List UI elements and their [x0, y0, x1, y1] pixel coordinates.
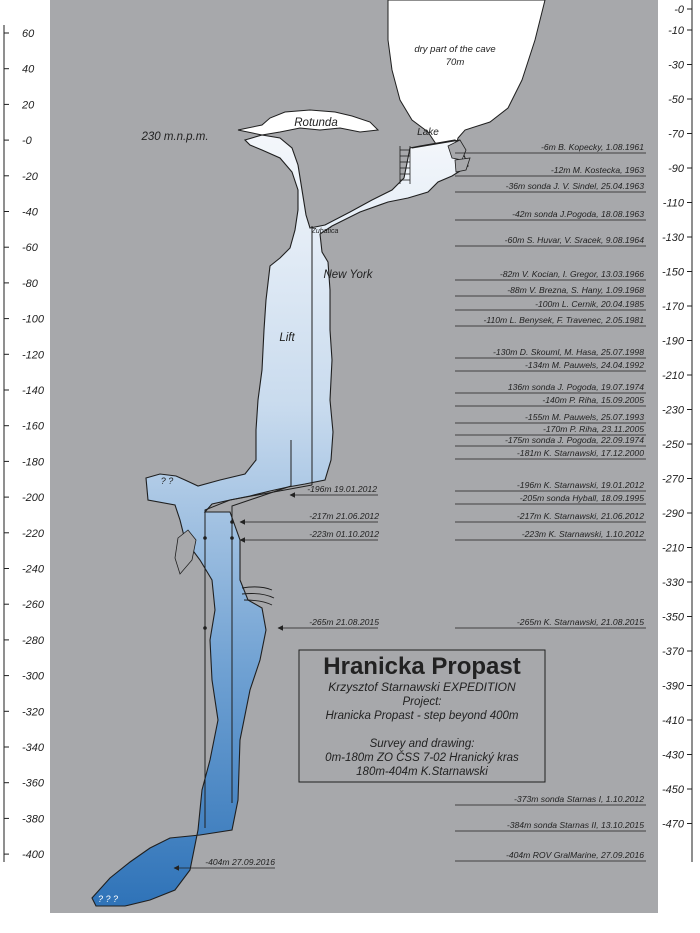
depth-record: -217m K. Starnawski, 21.06.2012	[516, 511, 644, 521]
right-scale-label: -170	[661, 301, 684, 313]
right-scale-label: -70	[668, 128, 684, 141]
depth-record: -6m B. Kopecky, 1.08.1961	[540, 142, 644, 152]
left-scale-label: -40	[22, 206, 38, 219]
left-scale-label: -300	[22, 670, 45, 683]
depth-record: -373m sonda Starnas I, 1.10.2012	[514, 794, 644, 804]
right-scale-label: -330	[661, 577, 684, 589]
depth-record: -196m K. Starnawski, 19.01.2012	[516, 480, 644, 490]
depth-record: -100m L. Cernik, 20.04.1985	[535, 299, 644, 309]
arrow-depth-label: -223m 01.10.2012	[309, 529, 379, 539]
right-scale-label: -210	[661, 370, 684, 382]
left-scale-label: -0	[22, 135, 32, 148]
right-scale-label: -390	[661, 680, 684, 693]
right-scale-label: -10	[668, 25, 684, 37]
right-scale-label: -50	[668, 94, 684, 106]
depth-record: -384m sonda Starnas II, 13.10.2015	[506, 820, 644, 830]
left-scale-label: -400	[22, 849, 45, 862]
arrow-depth-label: -217m 21.06.2012	[309, 511, 379, 521]
right-scale-label: -350	[661, 611, 684, 624]
left-scale-label: -240	[22, 563, 45, 576]
depth-record: -130m D. Skouml, M. Hasa, 25.07.1998	[493, 347, 644, 357]
survey-credit-2: 180m-404m K.Starnawski	[356, 766, 488, 778]
arrow-depth-label: -404m 27.09.2016	[205, 857, 275, 867]
depth-record: -155m M. Pauwels, 25.07.1993	[525, 412, 644, 422]
diagram-title: Hranicka Propast	[323, 653, 521, 680]
depth-record: -181m K. Starnawski, 17.12.2000	[516, 448, 644, 458]
label-dry-part: dry part of the cave	[414, 44, 496, 55]
right-scale-label: -430	[661, 749, 684, 762]
left-scale-label: -260	[22, 599, 45, 612]
depth-record: -110m L. Benysek, F. Travenec, 2.05.1981	[483, 315, 644, 325]
depth-record: -134m M. Pauwels, 24.04.1992	[525, 360, 644, 370]
label-unknown-lower: ? ? ?	[97, 894, 119, 904]
title-block	[299, 650, 545, 782]
left-scale-label: -200	[22, 492, 45, 505]
right-scale-label: -290	[661, 508, 684, 520]
label-lake: Lake	[417, 127, 439, 138]
right-scale-label: -250	[661, 439, 684, 451]
depth-record: -223m K. Starnawski, 1.10.2012	[521, 529, 644, 539]
left-scale-label: -340	[22, 742, 45, 754]
depth-record: -170m P. Riha, 23.11.2005	[543, 424, 644, 434]
label-zubatica: Zubatica	[311, 228, 339, 235]
right-scale-label: -150	[661, 266, 684, 279]
right-scale-label: -270	[661, 473, 684, 486]
label-new-york: New York	[323, 269, 373, 281]
right-scale-label: -210	[661, 542, 684, 555]
depth-record: -60m S. Huvar, V. Sracek, 9.08.1964	[504, 235, 644, 245]
depth-record: -36m sonda J. V. Sindel, 25.04.1963	[505, 181, 644, 191]
left-scale-label: -120	[22, 349, 45, 362]
left-scale-label: -380	[22, 813, 45, 826]
right-scale-label: -450	[661, 784, 684, 796]
left-scale-label: 60	[22, 28, 35, 40]
depth-record: -12m M. Kostecka, 1963	[550, 165, 644, 175]
depth-record: -140m P. Riha, 15.09.2005	[542, 395, 644, 405]
depth-record: -404m ROV GralMarine, 27.09.2016	[505, 850, 644, 860]
right-scale-label: -30	[668, 59, 684, 72]
survey-credit-1: 0m-180m ZO ČSS 7-02 Hranický kras	[325, 752, 519, 764]
left-scale-label: 40	[22, 63, 35, 76]
left-scale-label: -160	[22, 420, 45, 433]
right-scale-label: -190	[661, 335, 684, 348]
left-scale-label: -100	[22, 313, 45, 326]
left-scale-label: -360	[22, 777, 45, 790]
depth-record: -175m sonda J. Pogoda, 22.09.1974	[504, 435, 644, 445]
right-scale-label: -110	[662, 197, 684, 210]
label-rotunda: Rotunda	[294, 117, 338, 129]
depth-record: -82m V. Kocian, I. Gregor, 13.03.1966	[499, 269, 644, 279]
right-scale-label: -370	[661, 646, 684, 658]
arrow-depth-label: -196m 19.01.2012	[307, 484, 377, 494]
project-label: Project:	[402, 696, 442, 708]
label-lift: Lift	[279, 332, 295, 344]
label-dry-depth: 70m	[445, 57, 465, 68]
survey-label: Survey and drawing:	[369, 738, 475, 750]
right-scale-label: -230	[661, 404, 684, 417]
label-unknown-upper: ? ?	[160, 476, 174, 486]
left-scale-label: -280	[22, 634, 45, 647]
diagram-subtitle: Krzysztof Starnawski EXPEDITION	[328, 680, 516, 694]
left-scale-label: 20	[22, 99, 35, 112]
depth-record: -205m sonda Hyball, 18.09.1995	[519, 493, 644, 503]
left-scale-label: -140	[22, 385, 45, 397]
depth-record: -265m K. Starnawski, 21.08.2015	[516, 617, 644, 627]
left-scale-label: -60	[22, 242, 38, 255]
left-scale-label: -320	[22, 706, 45, 719]
depth-record: -88m V. Brezna, S. Hany, 1.09.1968	[507, 285, 644, 295]
left-scale-label: -80	[22, 277, 38, 290]
project-name: Hranicka Propast - step beyond 400m	[325, 710, 519, 722]
arrow-depth-label: -265m 21.08.2015	[309, 617, 379, 627]
left-scale-label: -220	[22, 527, 45, 540]
right-scale-label: -410	[661, 715, 684, 727]
right-scale-label: -0	[674, 4, 684, 16]
right-scale-label: -90	[668, 163, 684, 175]
left-scale-label: -180	[22, 456, 45, 469]
left-scale-label: -20	[22, 170, 38, 183]
label-altitude: 230 m.n.p.m.	[141, 131, 209, 143]
right-scale-label: -470	[661, 818, 684, 831]
depth-record: -42m sonda J.Pogoda, 18.08.1963	[512, 209, 644, 219]
depth-record: 136m sonda J. Pogoda, 19.07.1974	[507, 382, 644, 392]
right-scale-label: -130	[661, 232, 684, 244]
